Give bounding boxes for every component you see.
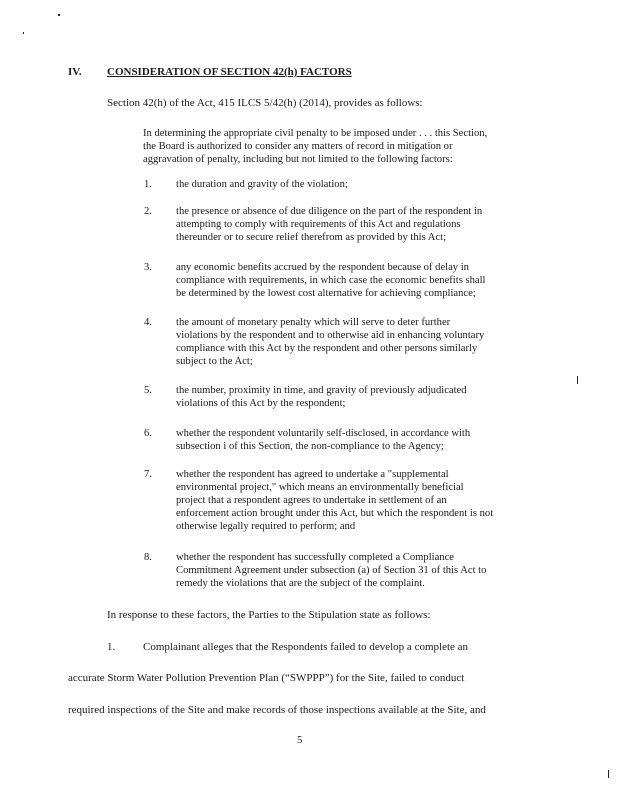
factor-line: the presence or absence of due diligence on the part of the respondent in	[176, 206, 483, 217]
factor-line: the number, proximity in time, and gravity of previously adjudicated	[176, 385, 467, 396]
scan-speck	[58, 14, 60, 16]
paragraph-line: Complainant alleges that the Respondents failed to develop a complete an	[143, 641, 469, 653]
factor-line: violations by the respondent and to otherwise aid in enhancing voluntary	[176, 330, 485, 341]
factor-line: otherwise legally required to perform; and	[176, 521, 356, 532]
quote-line: the Board is authorized to consider any matters of record in mitigation or	[143, 141, 453, 152]
factor-line: environmental project," which means an environmentally beneficial	[176, 482, 464, 493]
factor-number: 7.	[144, 469, 152, 480]
paragraph-line: accurate Storm Water Pollution Prevention Plan (“SWPPP”) for the Site, failed to conduct	[68, 672, 465, 684]
factor-line: subject to the Act;	[176, 356, 253, 367]
factor-line: the amount of monetary penalty which will serve to deter further	[176, 317, 451, 328]
scan-speck	[23, 32, 24, 34]
section-number: IV.	[68, 66, 82, 78]
margin-mark	[577, 376, 578, 384]
factor-line: violations of this Act by the respondent;	[176, 398, 346, 409]
intro-paragraph: Section 42(h) of the Act, 415 ILCS 5/42(h) (2014), provides as follows:	[107, 97, 423, 109]
factor-line: compliance with requirements, in which case the economic benefits shall	[176, 275, 486, 286]
quote-line: aggravation of penalty, including but not limited to the following factors:	[143, 154, 453, 165]
response-intro: In response to these factors, the Parties to the Stipulation state as follows:	[107, 609, 431, 621]
factor-line: attempting to comply with requirements of this Act and regulations	[176, 219, 461, 230]
factor-line: whether the respondent voluntarily self-disclosed, in accordance with	[176, 428, 471, 439]
factor-line: whether the respondent has successfully completed a Compliance	[176, 552, 454, 563]
factor-number: 5.	[144, 385, 152, 396]
factor-line: enforcement action brought under this Act, but which the respondent is not	[176, 508, 494, 519]
factor-number: 3.	[144, 262, 152, 273]
paragraph-line: required inspections of the Site and make records of those inspections available at the Site, and	[68, 704, 486, 716]
factor-line: be determined by the lowest cost alternative for achieving compliance;	[176, 288, 476, 299]
factor-line: Commitment Agreement under subsection (a) of Section 31 of this Act to	[176, 565, 487, 576]
factor-line: any economic benefits accrued by the respondent because of delay in	[176, 262, 469, 273]
factor-number: 8.	[144, 552, 152, 563]
margin-mark	[608, 770, 609, 778]
factor-number: 2.	[144, 206, 152, 217]
factor-line: project that a respondent agrees to undertake in settlement of an	[176, 495, 447, 506]
paragraph-number: 1.	[107, 641, 116, 653]
factor-line: the duration and gravity of the violation;	[176, 179, 348, 190]
factor-line: subsection i of this Section, the non-compliance to the Agency;	[176, 441, 444, 452]
factor-number: 6.	[144, 428, 152, 439]
quote-line: In determining the appropriate civil penalty to be imposed under . . . this Section,	[143, 128, 488, 139]
factor-number: 1.	[144, 179, 152, 190]
factor-line: remedy the violations that are the subject of the complaint.	[176, 578, 425, 589]
factor-line: compliance with this Act by the respondent and other persons similarly	[176, 343, 478, 354]
factor-line: whether the respondent has agreed to undertake a "supplemental	[176, 469, 449, 480]
factor-number: 4.	[144, 317, 152, 328]
section-title: CONSIDERATION OF SECTION 42(h) FACTORS	[107, 66, 352, 78]
page-number: 5	[297, 735, 303, 746]
factor-line: thereunder or to secure relief therefrom as provided by this Act;	[176, 232, 447, 243]
